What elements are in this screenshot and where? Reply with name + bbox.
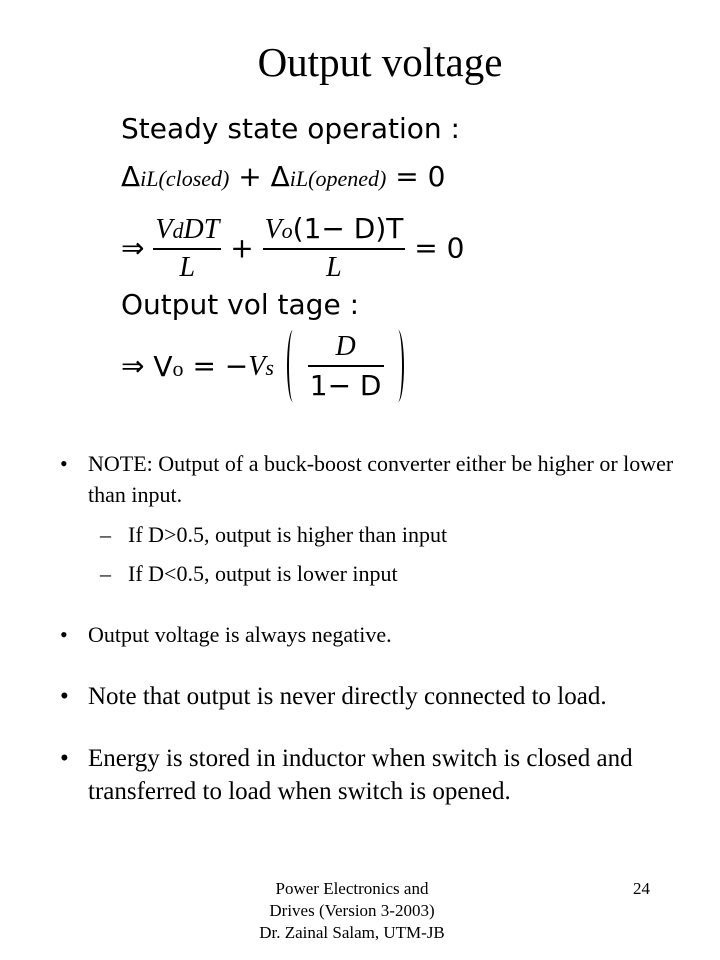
sub-list-item-text: If D>0.5, output is higher than input: [128, 522, 448, 547]
steady-state-label: Steady state operation :: [121, 112, 460, 145]
footer-credits: [232, 878, 472, 944]
vs-symbol: V: [248, 351, 266, 382]
page-number: 24: [633, 879, 650, 898]
sub-list-item-text: If D<0.5, output is lower input: [128, 561, 398, 586]
vo-subscript: o: [172, 355, 184, 381]
fraction-vo: [263, 212, 406, 284]
list-item-energy: [60, 742, 680, 808]
list-item-text: Energy is stored in inductor when switch is closed and transferred to load when switch is opened.: [88, 745, 633, 805]
vo-subscript: o: [281, 218, 293, 243]
implies-arrow: ⇒: [121, 349, 145, 383]
equation-volt-second-balance: [121, 212, 464, 284]
vs-subscript: s: [265, 355, 274, 380]
one-minus-d: 1− D: [308, 365, 384, 402]
list-item-note: [60, 448, 680, 510]
list-item-text: NOTE: Output of a buck-boost converter either be higher or lower than input.: [88, 451, 674, 507]
equals-minus: = −: [192, 349, 249, 383]
list-item-text: Output voltage is always negative.: [88, 622, 392, 647]
equation-output-voltage: [121, 330, 404, 402]
bullet-icon: •: [60, 451, 68, 476]
equals-zero: = 0: [395, 160, 446, 193]
delta-symbol: Δ: [270, 160, 290, 193]
fraction-vd: [153, 212, 221, 284]
sub-list-item-higher: [60, 519, 680, 550]
subscript-opened: iL(opened): [289, 166, 387, 191]
one-minus-d-term: (1− D)T: [292, 212, 404, 245]
list-item-negative: [60, 619, 680, 650]
footer-line: Power Electronics and: [275, 879, 429, 898]
right-paren-icon: [392, 330, 404, 402]
sub-list-item-lower: [60, 558, 680, 589]
bullet-icon: •: [60, 745, 69, 772]
vd-symbol: V: [155, 214, 173, 245]
list-item-load: [60, 680, 680, 713]
plus-sign: +: [238, 160, 262, 193]
plus-sign: +: [230, 231, 254, 265]
bullet-icon: •: [60, 622, 68, 647]
bullet-list: [60, 448, 680, 808]
left-paren-icon: [287, 330, 299, 402]
footer-line: Dr. Zainal Salam, UTM-JB: [259, 923, 445, 942]
equals-zero: = 0: [414, 231, 465, 265]
list-item-text: Note that output is never directly connected to load.: [88, 683, 607, 710]
inductance-l: L: [263, 248, 406, 284]
delta-symbol: Δ: [121, 160, 141, 193]
output-voltage-label: Output vol tage :: [121, 288, 360, 321]
dash-icon: –: [100, 561, 111, 586]
implies-arrow: ⇒: [121, 231, 145, 265]
bullet-icon: •: [60, 683, 69, 710]
vo-symbol: V: [264, 214, 282, 245]
duty-cycle-d: D: [335, 330, 356, 362]
inductance-l: L: [153, 248, 221, 284]
dt-term: DT: [183, 214, 220, 245]
fraction-d-over-one-minus-d: [308, 331, 384, 402]
equation-inductor-current-balance: [121, 160, 445, 193]
footer-line: Drives (Version 3-2003): [269, 901, 435, 920]
slide-title: Output voltage: [257, 39, 503, 85]
vd-subscript: d: [172, 218, 184, 243]
vo-symbol: V: [153, 349, 173, 383]
subscript-closed: iL(closed): [140, 166, 230, 191]
dash-icon: –: [100, 522, 111, 547]
